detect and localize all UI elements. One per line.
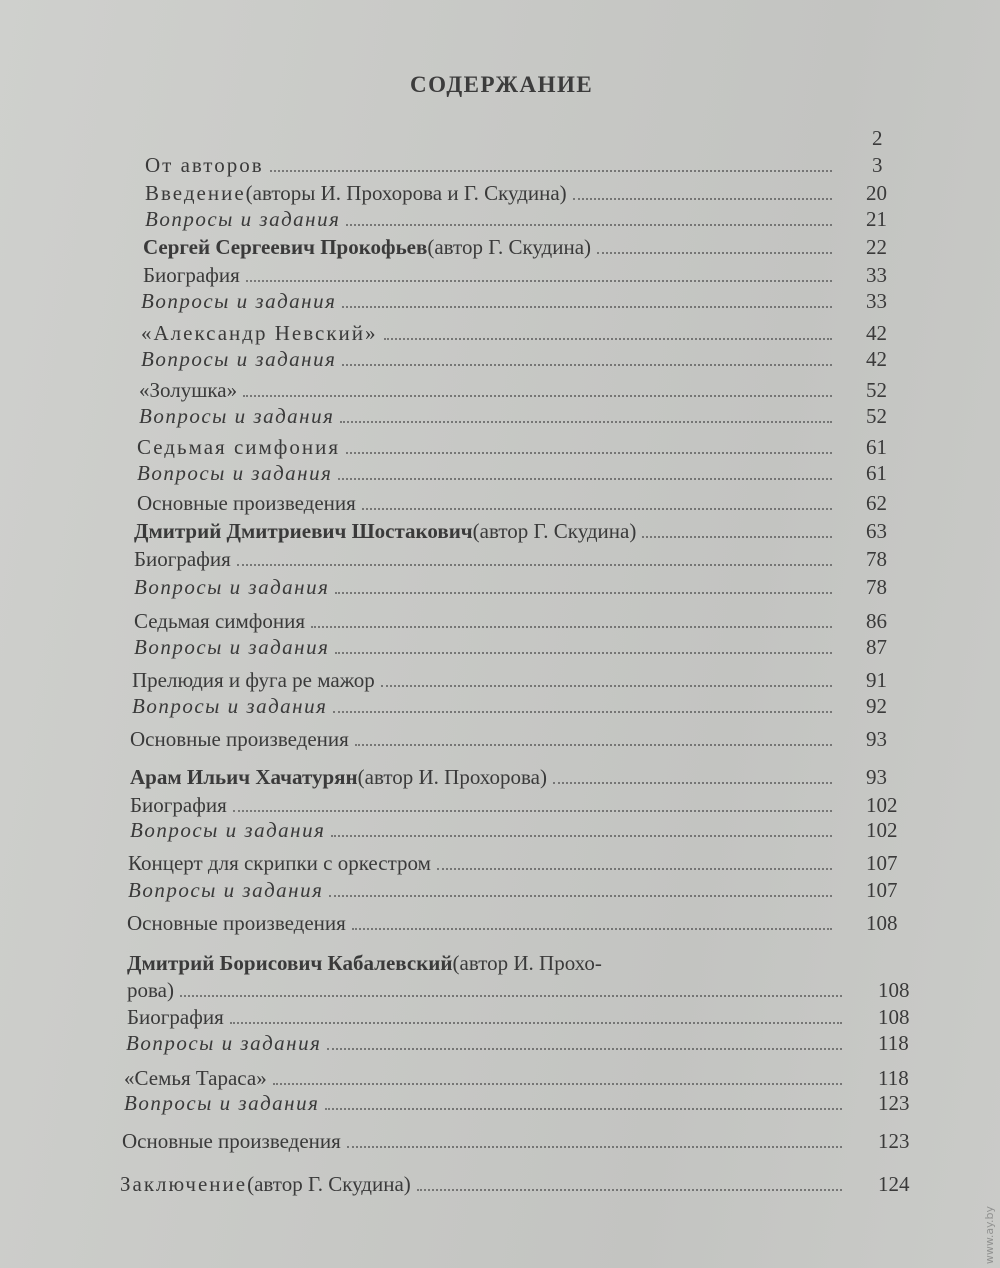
page-number: 86	[866, 609, 887, 633]
page-number: 123	[878, 1129, 910, 1153]
toc-entry-text: Вопросы и задания	[137, 461, 333, 485]
page-number: 102	[866, 818, 898, 842]
page-number: 63	[866, 519, 887, 543]
page-number: 42	[866, 321, 887, 345]
toc-entry-title	[137, 490, 836, 516]
toc-entry-text: Прелюдия и фуга ре мажор	[132, 668, 375, 692]
toc-entry-title	[130, 817, 836, 843]
dot-leader	[597, 251, 832, 254]
toc-entry-text: Основные произведения	[137, 491, 356, 515]
toc-entry	[0, 950, 1000, 976]
toc-entry	[0, 288, 1000, 314]
page-number: 108	[866, 911, 898, 935]
toc-entry-title	[137, 460, 836, 486]
toc-entry-title	[134, 634, 836, 660]
toc-entry-text: Биография	[143, 263, 240, 287]
toc-entry-text: От авторов	[145, 153, 264, 177]
toc-entry-title	[128, 850, 836, 876]
dot-leader	[335, 591, 832, 594]
toc-entry-text: (автор Г. Скудина)	[427, 235, 592, 259]
page-number: 20	[866, 181, 887, 205]
toc-entry	[0, 152, 1000, 178]
toc-entry	[0, 667, 1000, 693]
page-number: 118	[878, 1066, 909, 1090]
toc-entry-text: Дмитрий Дмитриевич Шостакович	[134, 519, 473, 543]
toc-entry-text: «Золушка»	[139, 378, 238, 402]
toc-entry-text: Вопросы и задания	[145, 207, 341, 231]
toc-entry-text: (авторы И. Прохорова и Г. Скудина)	[245, 181, 567, 205]
page-number: 61	[866, 461, 887, 485]
page-number: 107	[866, 851, 898, 875]
dot-leader	[233, 809, 832, 812]
toc-entry-text: Седьмая симфония	[137, 435, 341, 459]
toc-entry-title	[127, 950, 846, 976]
toc-entry	[0, 546, 1000, 572]
toc-entry-text: Вопросы и задания	[124, 1091, 320, 1115]
toc-entry-text: (автор Г. Скудина)	[247, 1172, 411, 1196]
toc-entry-title	[127, 977, 846, 1003]
toc-entry-title	[145, 206, 836, 232]
toc-entry	[0, 693, 1000, 719]
toc-entry	[0, 792, 1000, 818]
toc-entry	[0, 877, 1000, 903]
page-number: 33	[866, 263, 887, 287]
toc-entry	[0, 608, 1000, 634]
page-number: 108	[878, 1005, 910, 1029]
toc-entry-title	[134, 608, 836, 634]
toc-entry-text: Вопросы и задания	[132, 694, 328, 718]
dot-leader	[346, 223, 832, 226]
toc-entry-title	[124, 1065, 846, 1091]
toc-entry-text: Основные произведения	[130, 727, 349, 751]
toc-entry	[0, 180, 1000, 206]
toc-entry-title	[122, 1128, 846, 1154]
dot-leader	[384, 337, 833, 340]
toc-entry-text: Основные произведения	[127, 911, 346, 935]
toc-entry-text: Концерт для скрипки с оркестром	[128, 851, 431, 875]
dot-leader	[553, 781, 832, 784]
dot-leader	[338, 477, 832, 480]
toc-entry	[0, 518, 1000, 544]
toc-entry-text: Сергей Сергеевич Прокофьев	[143, 235, 428, 259]
dot-leader	[340, 420, 832, 423]
toc-entry-title	[134, 574, 836, 600]
toc-entry-title	[134, 518, 836, 544]
toc-entry	[0, 234, 1000, 260]
toc-entry-title	[141, 288, 836, 314]
toc-entry	[0, 764, 1000, 790]
toc-entry-title	[126, 1030, 846, 1056]
toc-entry	[0, 1090, 1000, 1116]
toc-entry-title	[134, 546, 836, 572]
toc-entry-text: Вопросы и задания	[134, 575, 330, 599]
toc-entry	[0, 1004, 1000, 1030]
dot-leader	[355, 743, 832, 746]
toc-entry-title	[139, 403, 836, 429]
dot-leader	[243, 394, 832, 397]
toc-entry-title	[130, 726, 836, 752]
dot-leader	[331, 834, 832, 837]
toc-entry-title	[141, 320, 836, 346]
page-number: 118	[878, 1031, 909, 1055]
page-number: 42	[866, 347, 887, 371]
page-number: 78	[866, 547, 887, 571]
toc-entry-text: Вопросы и задания	[134, 635, 330, 659]
toc-entry	[0, 206, 1000, 232]
toc-entry	[0, 726, 1000, 752]
page-number: 33	[866, 289, 887, 313]
toc-entry-text: Вопросы и задания	[141, 347, 337, 371]
toc-entry	[0, 262, 1000, 288]
toc-entry-text: Биография	[130, 793, 227, 817]
toc-entry-title	[145, 152, 836, 178]
page-number: 91	[866, 668, 887, 692]
dot-leader	[417, 1188, 842, 1191]
page-number: 78	[866, 575, 887, 599]
dot-leader	[273, 1082, 842, 1085]
dot-leader	[180, 994, 842, 997]
toc-entry	[0, 377, 1000, 403]
page-number: 123	[878, 1091, 910, 1115]
toc-entry-text: Вопросы и задания	[126, 1031, 322, 1055]
toc-entry-text: Вопросы и задания	[141, 289, 337, 313]
dot-leader	[573, 197, 832, 200]
page-number: 87	[866, 635, 887, 659]
dot-leader	[362, 507, 832, 510]
page-number: 108	[878, 978, 910, 1002]
toc-entry	[0, 1065, 1000, 1091]
toc-entry	[0, 574, 1000, 600]
toc-entry	[0, 346, 1000, 372]
toc-entry-title	[130, 764, 836, 790]
toc-entry-title	[137, 434, 836, 460]
toc-entry-title	[132, 667, 836, 693]
toc-entry	[0, 434, 1000, 460]
toc-entry-title	[127, 910, 836, 936]
dot-leader	[311, 625, 832, 628]
toc-entry-text: Основные произведения	[122, 1129, 341, 1153]
toc-entry	[0, 460, 1000, 486]
page-number: 22	[866, 235, 887, 259]
toc-entry	[0, 977, 1000, 1003]
toc-entry	[0, 403, 1000, 429]
toc-entry-text: «Александр Невский»	[141, 321, 378, 345]
toc-entry	[0, 817, 1000, 843]
toc-entry-text: «Семья Тараса»	[124, 1066, 267, 1090]
page-number: 61	[866, 435, 887, 459]
toc-entry-text: Биография	[127, 1005, 224, 1029]
toc-entry-text: рова)	[127, 978, 174, 1002]
dot-leader	[381, 684, 832, 687]
toc-entry-title	[132, 693, 836, 719]
dot-leader	[246, 279, 832, 282]
page-number: 102	[866, 793, 898, 817]
page-number: 92	[866, 694, 887, 718]
toc-entry	[0, 910, 1000, 936]
dot-leader	[342, 305, 832, 308]
toc-entry-text: Биография	[134, 547, 231, 571]
toc-entry-title	[130, 792, 836, 818]
page-number: 62	[866, 491, 887, 515]
toc-entry	[0, 1171, 1000, 1197]
dot-leader	[325, 1107, 842, 1110]
toc-entry-title	[124, 1090, 846, 1116]
page-title: СОДЕРЖАНИЕ	[410, 72, 594, 97]
toc-entry-title	[128, 877, 836, 903]
toc-entry-text: Вопросы и задания	[139, 404, 335, 428]
toc-entry-text: (автор И. Прохорова)	[357, 765, 547, 789]
page-number: 52	[866, 378, 887, 402]
dot-leader	[347, 1145, 842, 1148]
toc-entry-title	[143, 234, 836, 260]
dot-leader	[642, 535, 832, 538]
toc-entry-title	[141, 346, 836, 372]
toc-entry-text: Седьмая симфония	[134, 609, 306, 633]
dot-leader	[237, 563, 832, 566]
dot-leader	[329, 894, 832, 897]
page-number: 52	[866, 404, 887, 428]
page-number: 107	[866, 878, 898, 902]
toc-entry	[0, 1030, 1000, 1056]
toc-entry-text: Заключение	[120, 1172, 248, 1196]
toc-entry-text: Арам Ильич Хачатурян	[130, 765, 358, 789]
page-number: 21	[866, 207, 887, 231]
dot-leader	[437, 867, 832, 870]
page-number: 124	[878, 1172, 910, 1196]
dot-leader	[327, 1047, 842, 1050]
toc-entry-text: (автор Г. Скудина)	[472, 519, 637, 543]
dot-leader	[335, 651, 832, 654]
toc-entry	[0, 320, 1000, 346]
toc-entry-title	[127, 1004, 846, 1030]
dot-leader	[333, 710, 832, 713]
dot-leader	[352, 927, 832, 930]
toc-entry	[0, 490, 1000, 516]
toc-entry-text: Вопросы и задания	[128, 878, 324, 902]
toc-entry	[0, 850, 1000, 876]
watermark: www.ay.by	[983, 1205, 996, 1264]
page-number: 93	[866, 727, 887, 751]
top-page-number: 2	[872, 126, 883, 150]
toc-entry-title	[143, 262, 836, 288]
dot-leader	[230, 1021, 842, 1024]
toc-entry-title	[120, 1171, 846, 1197]
page-number: 3	[872, 153, 883, 177]
toc-entry-text: Введение	[145, 181, 246, 205]
toc-entry-text: Дмитрий Борисович Кабалевский	[127, 951, 453, 975]
dot-leader	[346, 451, 832, 454]
dot-leader	[270, 169, 832, 172]
page-number: 93	[866, 765, 887, 789]
toc-entry-text: Вопросы и задания	[130, 818, 326, 842]
toc-entry-title	[139, 377, 836, 403]
toc-entry-text: (автор И. Прохо-	[452, 951, 602, 975]
toc-entry	[0, 1128, 1000, 1154]
toc-entry-title	[145, 180, 836, 206]
toc-entry	[0, 634, 1000, 660]
dot-leader	[342, 363, 832, 366]
